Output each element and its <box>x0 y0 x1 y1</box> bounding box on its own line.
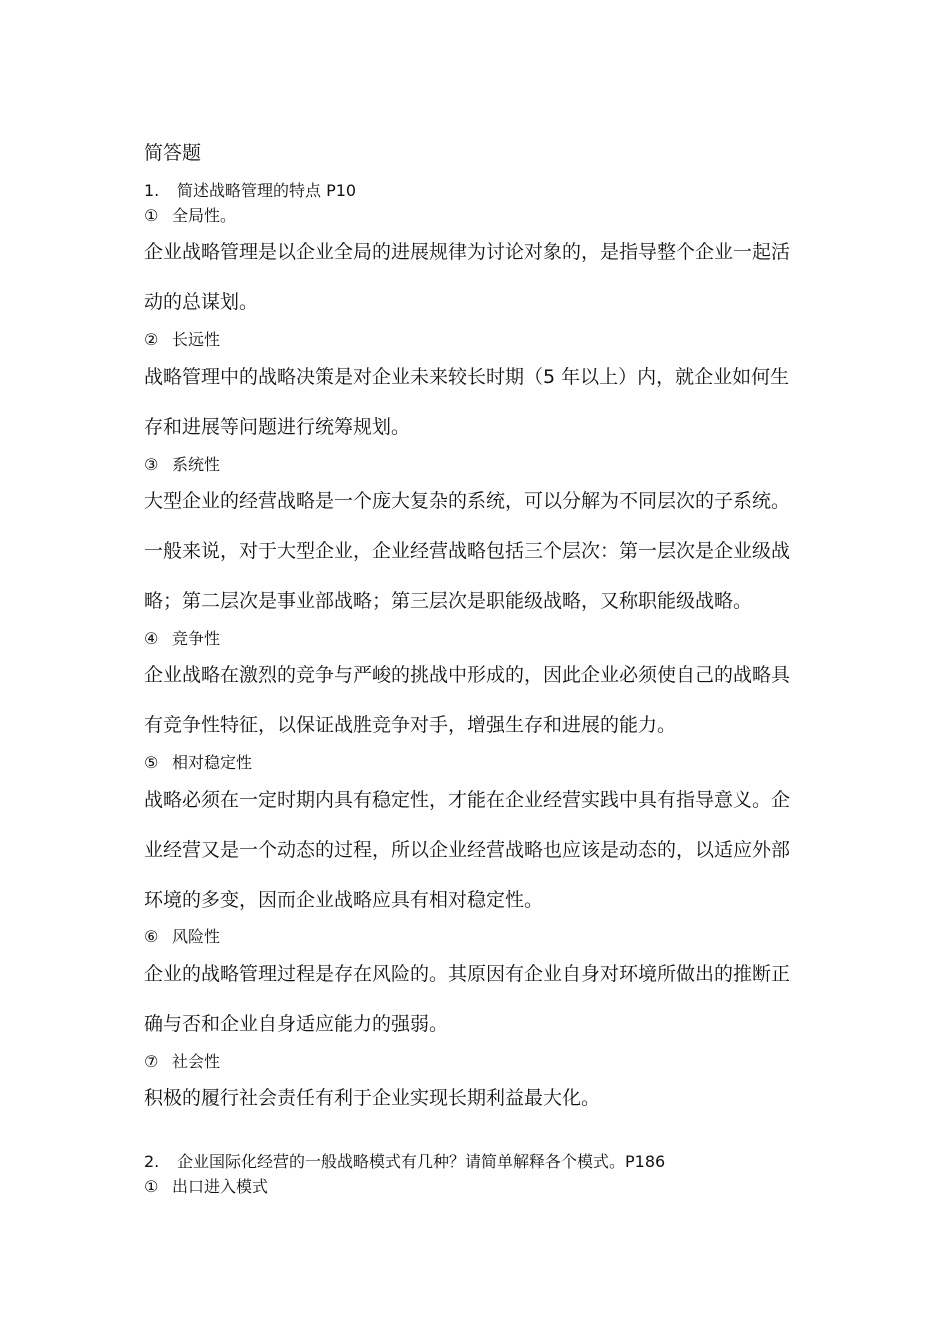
body-line: 企业战略在激烈的竞争与严峻的挑战中形成的，因此企业必须使自己的战略具 <box>144 664 791 686</box>
body-line: 大型企业的经营战略是一个庞大复杂的系统，可以分解为不同层次的子系统。 <box>144 490 791 512</box>
body-line: 确与否和企业自身适应能力的强弱。 <box>144 1013 449 1035</box>
section-title: 简答题 <box>144 142 202 164</box>
circled-number: ⑦ <box>144 1052 159 1071</box>
circled-number: ⑤ <box>144 753 159 772</box>
point-heading-6 <box>144 924 220 947</box>
body-line: 环境的多变，因而企业战略应具有相对稳定性。 <box>144 889 544 911</box>
body-line: 战略管理中的战略决策是对企业未来较长时期（5 年以上）内，就企业如何生 <box>144 366 790 388</box>
point-heading-1 <box>144 203 236 226</box>
body-line: 动的总谋划。 <box>144 291 259 313</box>
point-label: 风险性 <box>172 927 221 946</box>
circled-number: ② <box>144 330 159 349</box>
point-heading-4 <box>144 626 220 649</box>
circled-number: ④ <box>144 629 159 648</box>
question-number: 2. <box>144 1152 160 1171</box>
circled-number: ① <box>144 1177 159 1196</box>
body-line: 略；第二层次是事业部战略；第三层次是职能级战略，又称职能级战略。 <box>144 590 753 612</box>
body-line: 存和进展等问题进行统筹规划。 <box>144 416 411 438</box>
body-line: 一般来说，对于大型企业，企业经营战略包括三个层次：第一层次是企业级战 <box>144 540 791 562</box>
point-label: 竞争性 <box>172 629 221 648</box>
point-label: 相对稳定性 <box>172 753 253 772</box>
point-heading-q2-1 <box>144 1174 268 1197</box>
question-text: 企业国际化经营的一般战略模式有几种？请简单解释各个模式。P186 <box>177 1152 666 1171</box>
point-heading-2 <box>144 327 220 350</box>
body-line: 积极的履行社会责任有利于企业实现长期利益最大化。 <box>144 1087 601 1109</box>
circled-number: ① <box>144 206 159 225</box>
body-line: 业经营又是一个动态的过程，所以企业经营战略也应该是动态的，以适应外部 <box>144 839 791 861</box>
question-number: 1. <box>144 181 160 200</box>
body-line: 战略必须在一定时期内具有稳定性，才能在企业经营实践中具有指导意义。企 <box>144 789 791 811</box>
point-label: 全局性。 <box>172 206 237 225</box>
circled-number: ③ <box>144 455 159 474</box>
point-label: 长远性 <box>172 330 221 349</box>
question-text: 简述战略管理的特点 P10 <box>177 181 357 200</box>
point-heading-5 <box>144 750 252 773</box>
point-label: 出口进入模式 <box>172 1177 269 1196</box>
question-1 <box>144 178 356 201</box>
point-heading-7 <box>144 1049 220 1072</box>
question-2 <box>144 1149 665 1172</box>
body-line: 企业的战略管理过程是存在风险的。其原因有企业自身对环境所做出的推断正 <box>144 963 791 985</box>
point-heading-3 <box>144 452 220 475</box>
point-label: 系统性 <box>172 455 221 474</box>
body-line: 有竞争性特征，以保证战胜竞争对手，增强生存和进展的能力。 <box>144 714 677 736</box>
point-label: 社会性 <box>172 1052 221 1071</box>
circled-number: ⑥ <box>144 927 159 946</box>
body-line: 企业战略管理是以企业全局的进展规律为讨论对象的，是指导整个企业一起活 <box>144 241 791 263</box>
